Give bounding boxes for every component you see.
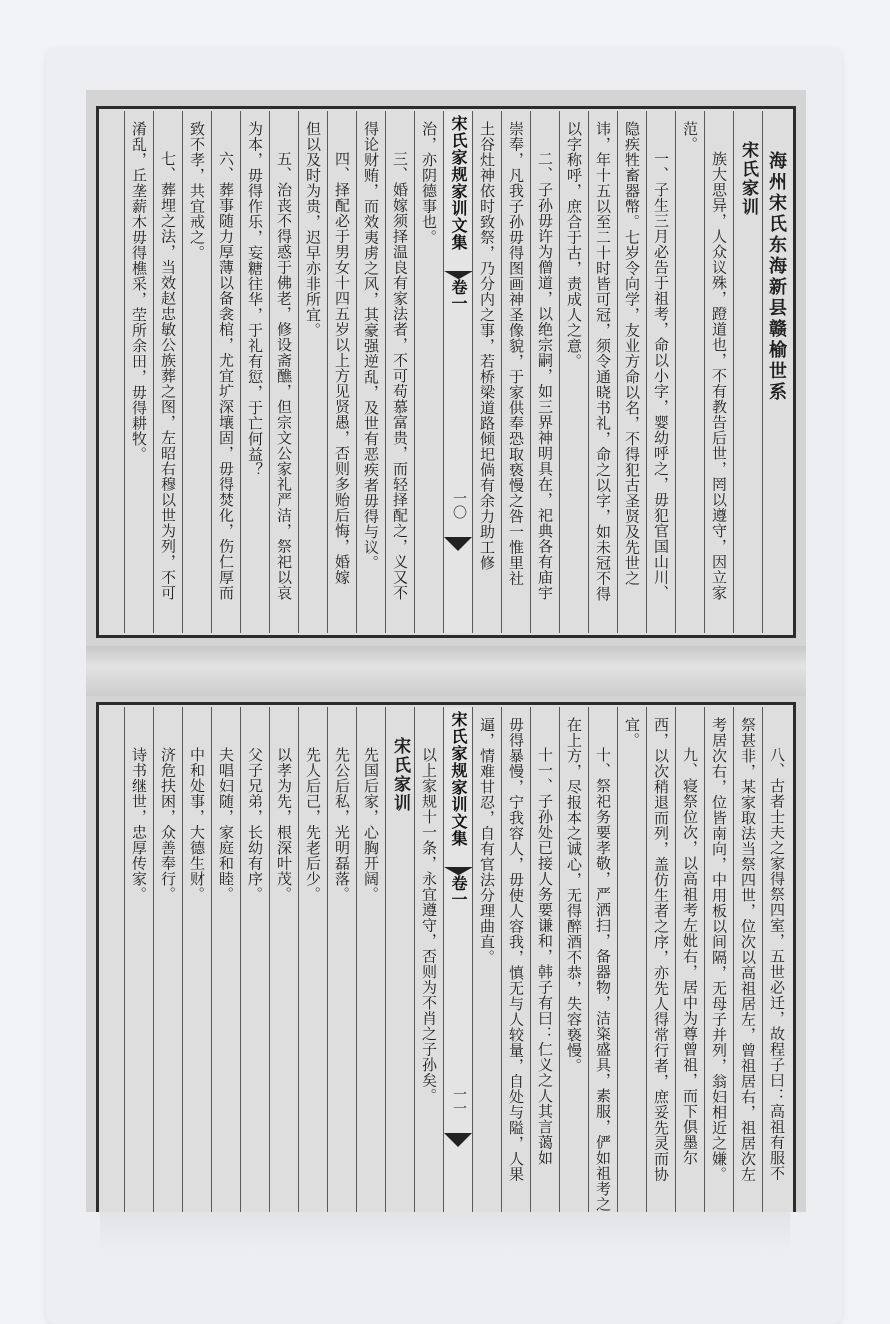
text-column: 十一、子孙处已接人务要谦和，韩子有曰：仁义之人其言蔼如 — [530, 707, 559, 1212]
text-column: 在上方，尽报本之诚心，无得醉酒不恭，失容亵慢。 — [559, 707, 588, 1212]
text-column: 得论财贿，而效夷虏之风，其豪强逆乱，及世有恶疾者毋得与议。 — [356, 111, 385, 633]
page-upper — [96, 106, 796, 638]
text-column: 八、古者士夫之家得祭四室，五世必迁，故程子曰：高祖有服不 — [762, 707, 791, 1212]
text-column: 五、治丧不得惑于佛老，修设斋醮，但宗文公家礼严洁，祭祀以哀 — [269, 111, 298, 633]
text-column: 先国后家，心胸开阔。 — [356, 707, 385, 1212]
text-column: 宋氏家训 — [385, 707, 414, 1212]
fishtail-mark — [444, 537, 472, 551]
scanned-book-spread — [86, 90, 806, 1212]
text-column: 致不孝，共宜戒之。 — [182, 111, 211, 633]
fishtail-mark — [444, 1133, 472, 1147]
text-column: 九、寝祭位次，以高祖考左妣右，居中为尊曾祖，而下俱墨尔 — [675, 707, 704, 1212]
text-column: 父子兄弟，长幼有序。 — [240, 707, 269, 1212]
text-column: 三、婚嫁须择温良有家法者，不可苟慕富贵，而轻择配之，义又不 — [385, 111, 414, 633]
page-spine — [443, 707, 472, 1212]
text-column: 济危扶困，众善奉行。 — [153, 707, 182, 1212]
text-column: 七、葬埋之法，当效赵忠敏公族葬之图，左昭右穆以世为列，不可 — [153, 111, 182, 633]
text-column: 诗书继世，忠厚传家。 — [124, 707, 153, 1212]
text-column: 逼，情难甘忍，自有官法分理曲直。 — [472, 707, 501, 1212]
text-column: 宜。 — [617, 707, 646, 1212]
text-column: 宋氏家训 — [733, 111, 762, 633]
spine-volume: 卷一 — [444, 875, 472, 945]
text-column: 毋得暴慢，宁我容人，毋使人容我，慎无与人较量，自处与隘，人果 — [501, 707, 530, 1212]
text-column: 西，以次稍退而列，盖仿生者之序，亦先人得常行者，庶妥先灵而协 — [646, 707, 675, 1212]
text-column: 治，亦阴德事也。 — [414, 111, 443, 633]
page-upper-columns — [101, 111, 791, 633]
text-column: 夫唱妇随，家庭和睦。 — [211, 707, 240, 1212]
text-column: 以孝为先，根深叶茂。 — [269, 707, 298, 1212]
page-spine — [443, 111, 472, 633]
page-lower-columns — [101, 707, 791, 1212]
text-column: 六、葬事随力厚薄以备衾棺，尤宜圹深壤固，毋得焚化，伤仁厚而 — [211, 111, 240, 633]
page-shadow — [100, 1212, 790, 1252]
book-gutter — [86, 646, 806, 696]
text-column: 以字称呼，庶合于古，责成人之意。 — [559, 111, 588, 633]
spine-page-number: 一〇 — [451, 491, 467, 519]
spine-volume: 卷一 — [444, 279, 472, 349]
text-column: 以上家规十一条，永宜遵守，否则为不肖之子孙矣。 — [414, 707, 443, 1212]
text-column: 二、子孙毋许为僧道，以绝宗嗣，如三界神明具在，祀典各有庙宇 — [530, 111, 559, 633]
text-column: 四、择配必于男女十四五岁以上方见贤愚，否则多贻后悔，婚嫁 — [327, 111, 356, 633]
text-column: 先人后己，先老后少。 — [298, 707, 327, 1212]
text-column: 海州宋氏东海新县赣榆世系 — [762, 111, 791, 633]
text-column: 但以及时为贵，迟早亦非所宜。 — [298, 111, 327, 633]
text-column: 崇奉，凡我子孙毋得图画神圣像貌，于家供奉恐取亵慢之咎一惟里社 — [501, 111, 530, 633]
text-column: 中和处事，大德生财。 — [182, 707, 211, 1212]
text-column: 先公后私，光明磊落。 — [327, 707, 356, 1212]
text-column: 范。 — [675, 111, 704, 633]
text-column: 十、祭祀务要孝敬，严洒扫，备器物，洁粢盛具，素服，俨如祖考之 — [588, 707, 617, 1212]
text-column: 为本，毋得作乐，妄糖往华，于礼有愆，于亡何益？ — [240, 111, 269, 633]
text-column: 隐疾牲畜器幣。七岁令向学，友业方命以名，不得犯古圣贤及先世之 — [617, 111, 646, 633]
spine-page-number: 一一 — [451, 1087, 467, 1115]
text-column: 土谷灶神依时致祭，乃分内之事，若桥梁道路倾圯倘有余力助工修 — [472, 111, 501, 633]
text-column: 淆乱，丘垄薪木毋得樵采，茔所余田，毋得耕牧。 — [124, 111, 153, 633]
text-column: 一、子生三月必告于祖考，命以小字，婴幼呼之，毋犯官国山川、 — [646, 111, 675, 633]
text-column: 族大思异，人众议殊，蹬道也，不有教告后世，罔以遵守，因立家 — [704, 111, 733, 633]
page-lower — [96, 702, 796, 1212]
text-column: 讳，年十五以至二十时皆可冠，须令通晓书礼，命之以字，如未冠不得 — [588, 111, 617, 633]
text-column: 考居次右，位皆南向，中用板以间隔，无母子并列，翁妇相近之嫌。 — [704, 707, 733, 1212]
spine-title: 宋氏家规家训文集 — [449, 115, 468, 251]
spine-title: 宋氏家规家训文集 — [449, 711, 468, 847]
text-column: 祭甚非，某家取法当祭四世，位次以高祖居左，曾祖居右，祖居次左 — [733, 707, 762, 1212]
